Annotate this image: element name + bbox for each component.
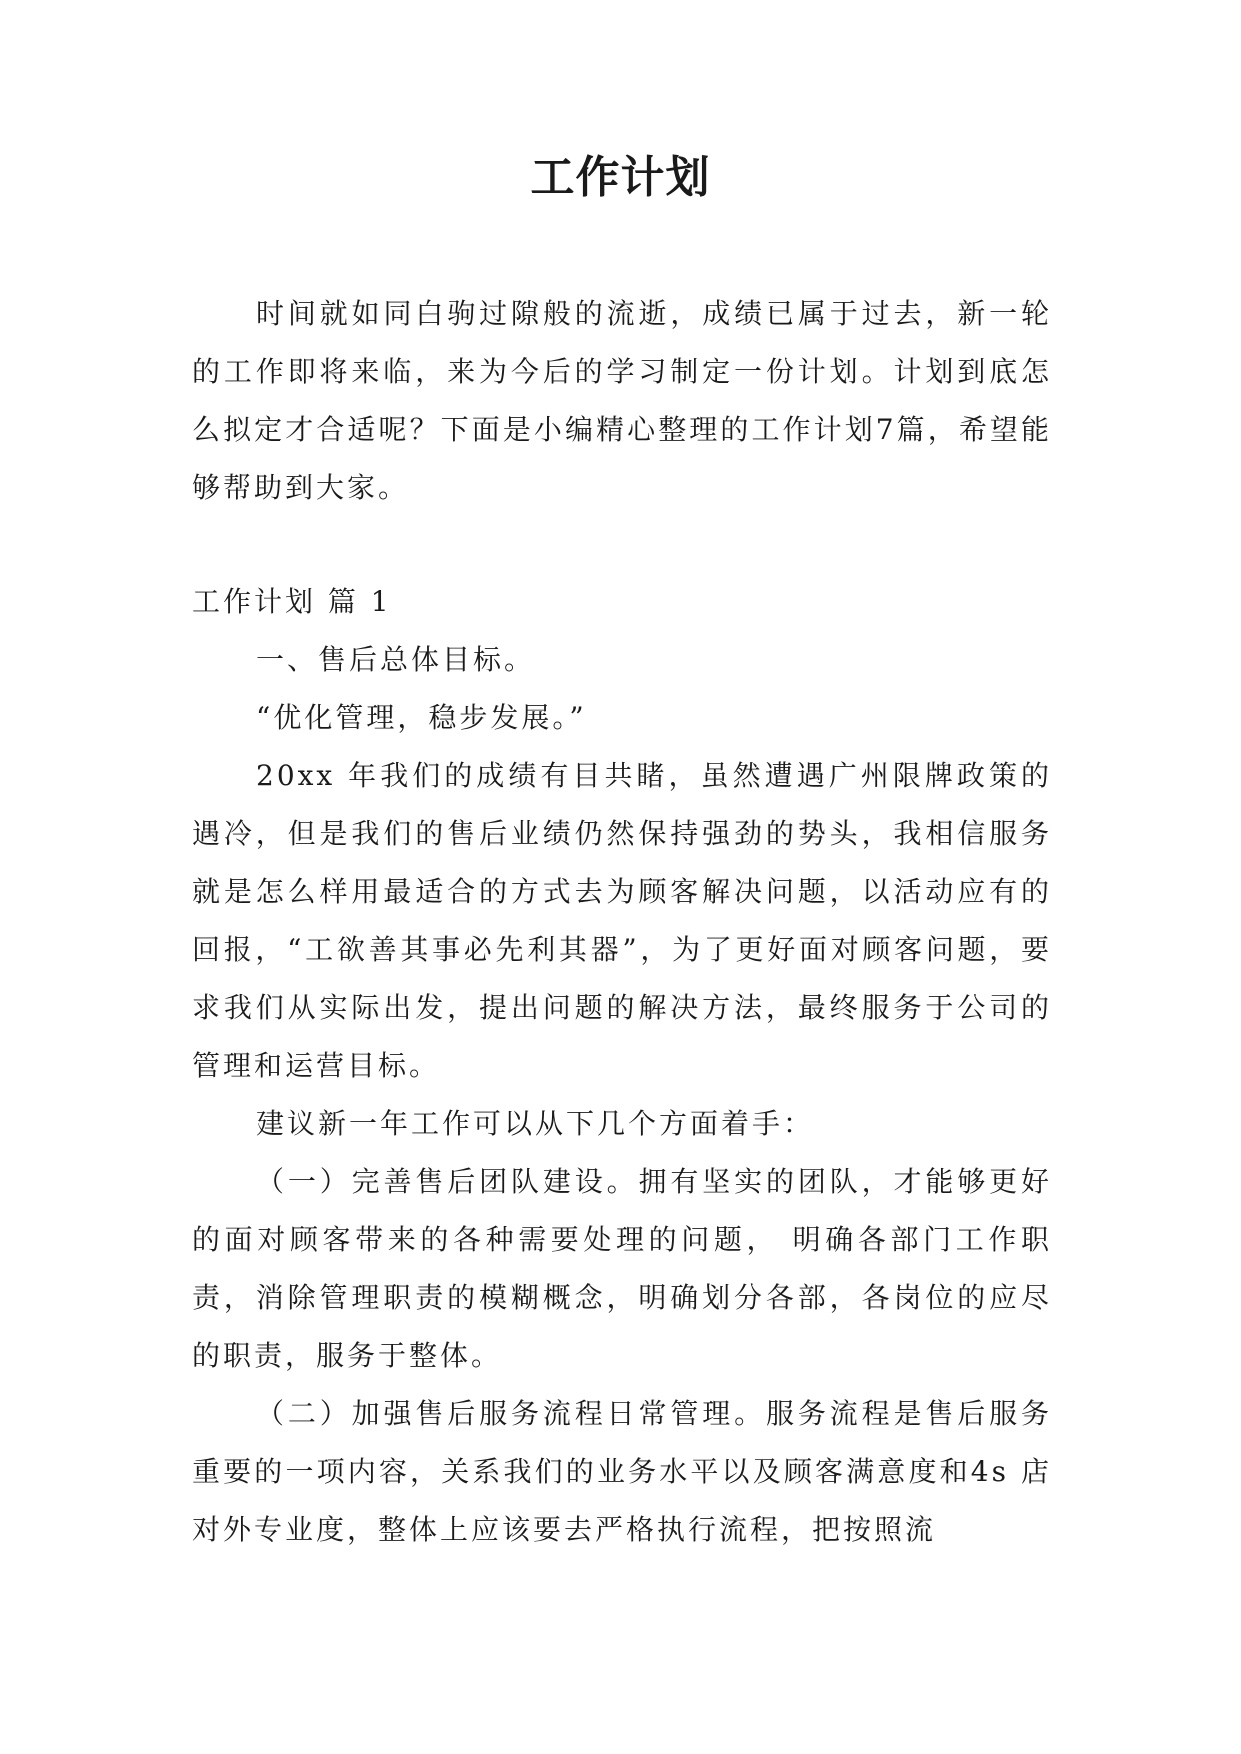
section-heading: 工作计划 篇 1 <box>192 585 392 618</box>
document-body <box>192 285 1052 1559</box>
paragraph-item-2: （二）加强售后服务流程日常管理。服务流程是售后服务重要的一项内容，关系我们的业务水平以及顾客满意度和4s 店对外专业度，整体上应该要去严格执行流程，把按照流 <box>192 1397 1052 1546</box>
paragraph-suggestion-intro: 建议新一年工作可以从下几个方面着手： <box>256 1107 815 1140</box>
paragraph-review: 20xx 年我们的成绩有目共睹，虽然遭遇广州限牌政策的遇冷，但是我们的售后业绩仍然保持强劲的势头，我相信服务就是怎么样用最适合的方式去为顾客解决问题，以活动应有的回报，“工欲善其事必先利其器”，为了更好面对顾客问题，要求我们从实际出发，提出问题的解决方法，最终服务于公司的管理和运营目标。 <box>192 759 1052 1082</box>
paragraph-item-1: （一）完善售后团队建设。拥有坚实的团队，才能够更好的面对顾客带来的各种需要处理的问题， 明确各部门工作职责，消除管理职责的模糊概念，明确划分各部，各岗位的应尽的职责，服务于整体。 <box>192 1165 1052 1372</box>
intro-paragraph: 时间就如同白驹过隙般的流逝，成绩已属于过去，新一轮的工作即将来临，来为今后的学习制定一份计划。计划到底怎么拟定才合适呢？下面是小编精心整理的工作计划7篇，希望能够帮助到大家。 <box>192 297 1052 504</box>
document-title: 工作计划 <box>530 152 711 203</box>
paragraph-slogan: “优化管理，稳步发展。” <box>256 701 587 734</box>
paragraph-goal-heading: 一、售后总体目标。 <box>256 643 536 676</box>
